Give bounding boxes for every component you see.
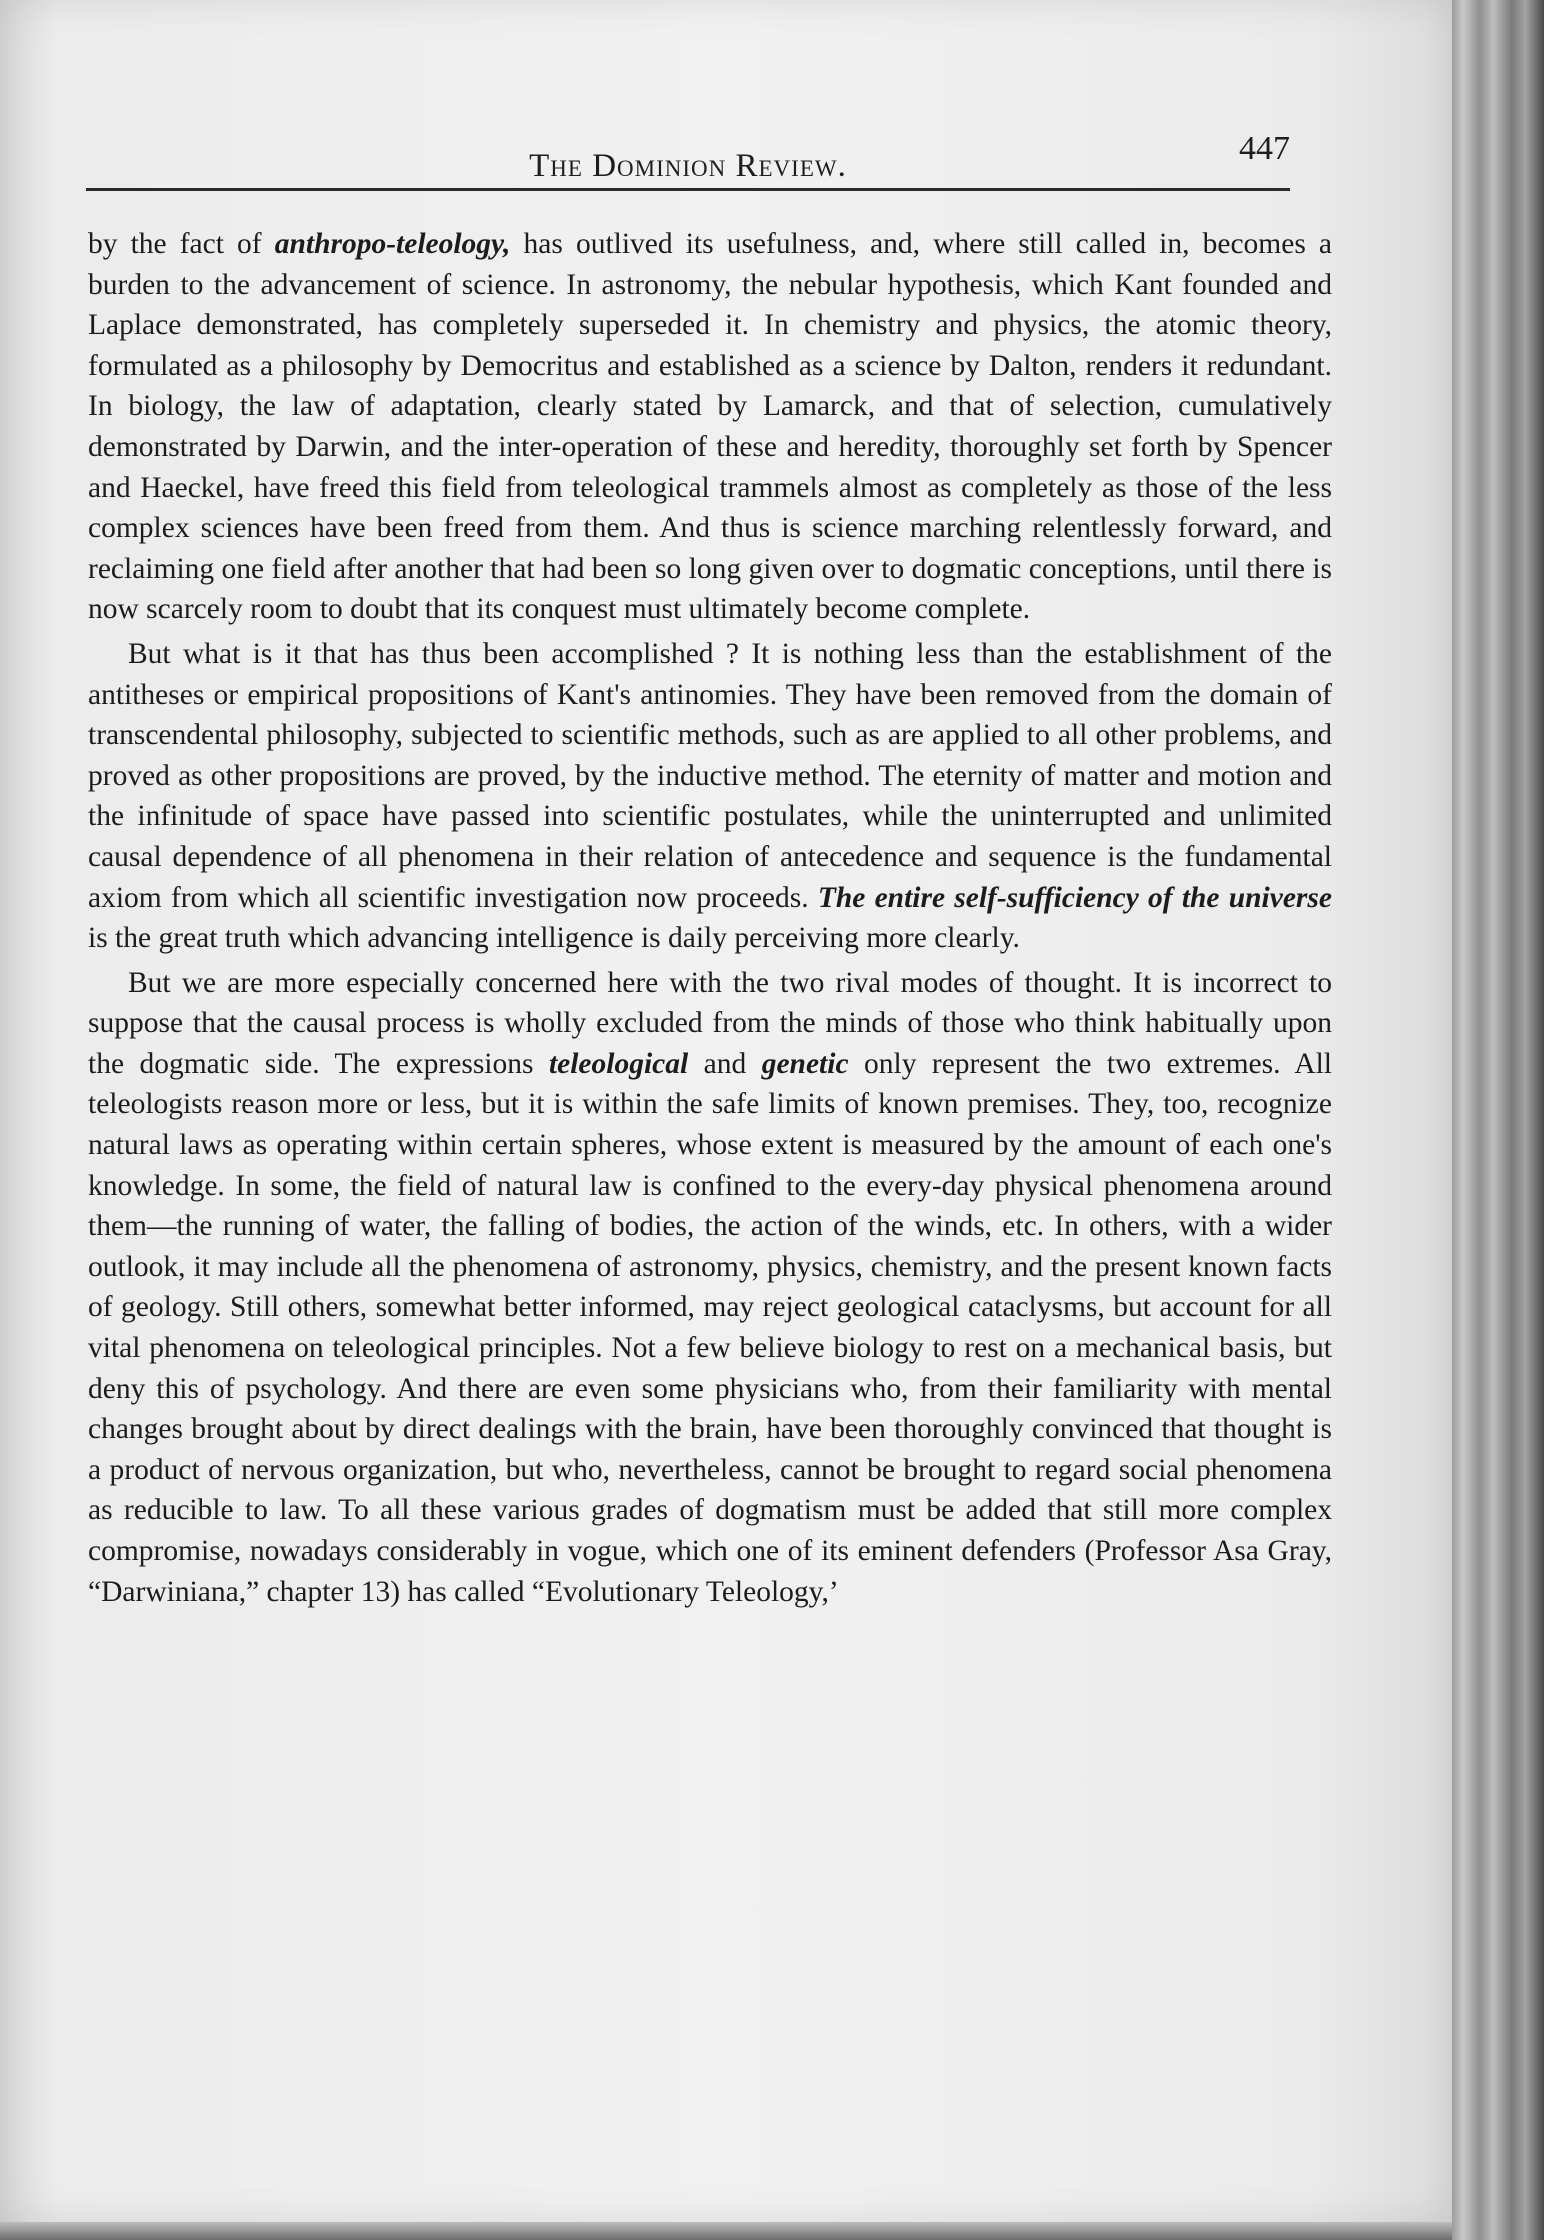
- text-run: by the fact of: [88, 228, 275, 260]
- page-bottom-edge: [0, 2222, 1452, 2240]
- text-run: only represent the two extremes. All teleologists reason more or less, but it is within the safe limits of known premises. They, too, recognize natural laws as operating within certain spheres, whose extent is measured by the amount of each one's knowledge. In some, the field of natural law is confined to the every-day physical phenomena around them—the running of water, the falling of bodies, the action of the winds, etc. In others, with a wider outlook, it may include all the phenomena of astronomy, physics, chemistry, and the present known facts of geology. Still others, somewhat better informed, may reject geological cataclysms, but account for all vital phenomena on teleological principles. Not a few believe biology to rest on a mechanical basis, but deny this of psychology. And there are even some physicians who, from their familiarity with mental changes brought about by direct dealings with the brain, have been thoroughly convinced that thought is a product of nervous organization, but who, nevertheless, cannot be brought to regard social phenomena as reducible to law. To all these various grades of dogmatism must be added that still more complex compromise, nowadays considerably in vogue, which one of its eminent defenders (Professor Asa Gray, “Darwiniana,” chapter 13) has called “Evolutionary Teleology,’: [88, 1047, 1333, 1608]
- text-run: is the great truth which advancing intelligence is daily perceiving more clearly.: [88, 922, 1020, 955]
- text-run: But we are more especially concerned here with the two rival modes of thought. It is incorrect to suppose that the causal process is wholly excluded from the minds of those who think habitually upon the dogmatic side. The expressions: [88, 966, 1332, 1080]
- book-spine: [1452, 0, 1544, 2240]
- page-number: 447: [1239, 130, 1290, 167]
- paragraph: [88, 224, 1332, 630]
- paragraph: [88, 963, 1332, 1613]
- emphasized-text: anthropo-teleology,: [274, 228, 511, 260]
- page-header: [86, 128, 1290, 191]
- text-run: But what is it that has thus been accomplished ? It is nothing less than the establishment of the antitheses or empirical propositions of Kant's antinomies. They have been removed from the domain of transcendental philosophy, subjected to scientific methods, such as are applied to all other problems, and proved as other propositions are proved, by the inductive method. The eternity of matter and motion and the infinitude of space have passed into scientific postulates, while the uninterrupted and unlimited causal dependence of all phenomena in their relation of antecedence and sequence is the fundamental axiom from which all scientific investigation now proceeds.: [88, 637, 1332, 914]
- paragraph: [88, 634, 1332, 959]
- emphasized-text: genetic: [761, 1047, 849, 1080]
- text-run: has outlived its usefulness, and, where still called in, becomes a burden to the advancement of science. In astronomy, the nebular hypothesis, which Kant founded and Laplace demonstrated, has completely superseded it. In chemistry and physics, the atomic theory, formulated as a philosophy by Democritus and established as a science by Dalton, renders it redundant. In biology, the law of adaptation, clearly stated by Lamarck, and that of selection, cumulatively demonstrated by Darwin, and the inter-operation of these and heredity, thoroughly set forth by Spencer and Haeckel, have freed this field from teleological trammels almost as completely as those of the less complex sciences have been freed from them. And thus is science marching relentlessly forward, and reclaiming one field after another that had been so long given over to dogmatic conceptions, until there is now scarcely room to doubt that its conquest must ultimately become complete.: [88, 228, 1332, 626]
- running-title: The Dominion Review.: [529, 148, 847, 184]
- text-run: and: [688, 1047, 762, 1080]
- emphasized-text: teleological: [548, 1047, 689, 1080]
- emphasized-text: The entire self-sufficiency of the universe: [817, 881, 1332, 914]
- body-text: [88, 224, 1332, 1612]
